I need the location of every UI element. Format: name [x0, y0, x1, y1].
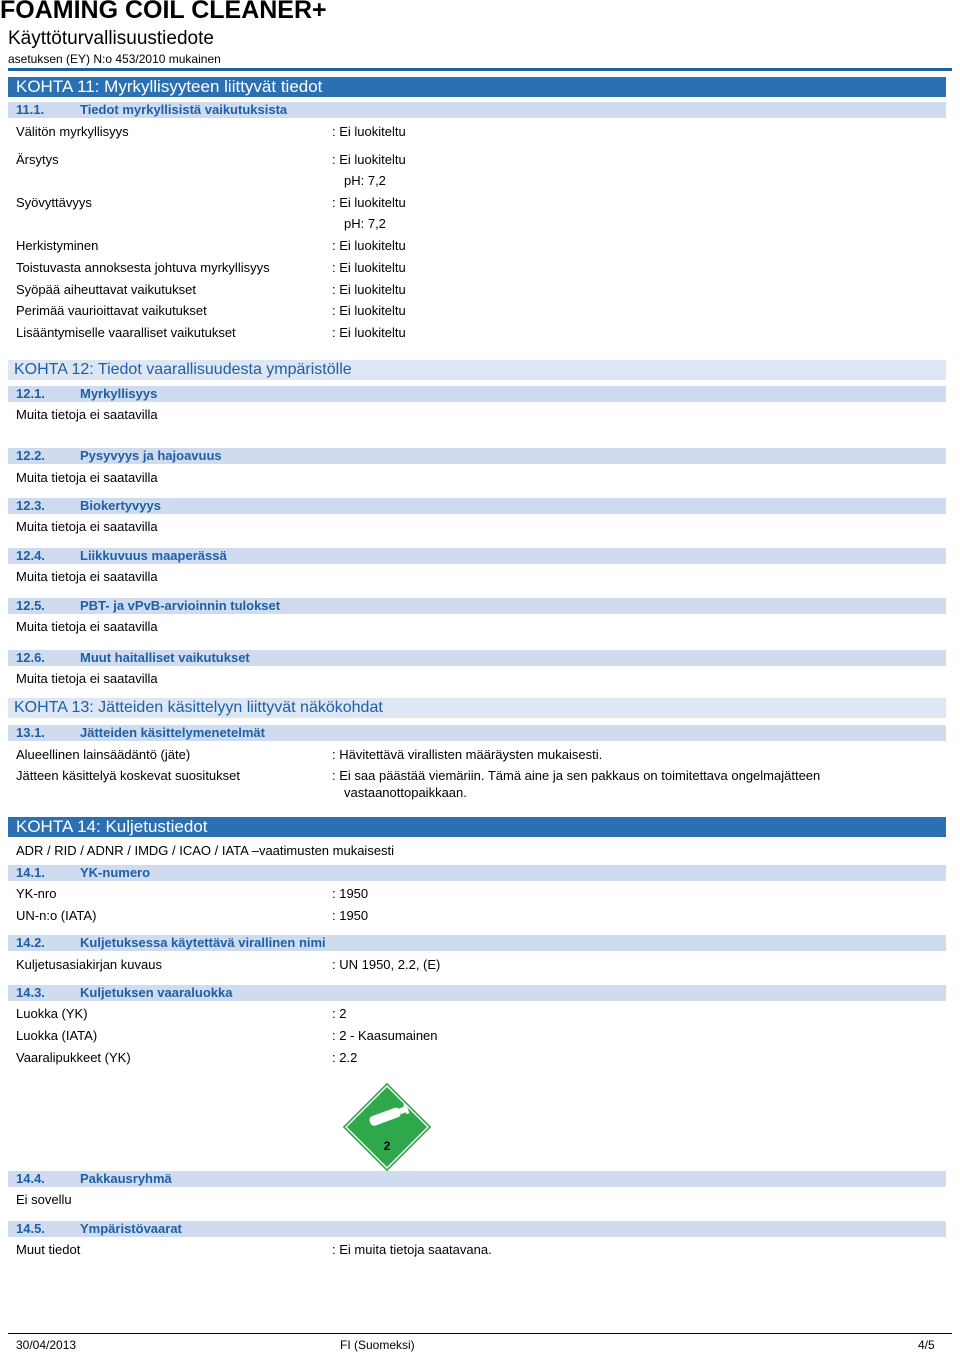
subsection-12-6: [8, 650, 946, 666]
row-label: UN-n:o (IATA): [16, 908, 97, 923]
subsection-label: Kuljetuksen vaaraluokka: [80, 985, 233, 1000]
subsection-11-1: [8, 102, 946, 118]
row-value: : 1950: [332, 908, 369, 923]
subsection-label: Ympäristövaarat: [80, 1221, 182, 1236]
subsection-number: 12.3.: [16, 498, 45, 513]
section-12-title: KOHTA 12: Tiedot vaarallisuudesta ympäristölle: [8, 360, 946, 380]
subsection-label: Biokertyvyys: [80, 498, 161, 513]
row-extra: pH: 7,2: [344, 173, 386, 188]
subsection-12-3: [8, 498, 946, 514]
subsection-label: Pysyvyys ja hajoavuus: [80, 448, 222, 463]
subsection-label: YK-numero: [80, 865, 151, 880]
row-label: Luokka (YK): [16, 1006, 88, 1021]
subsection-number: 12.1.: [16, 386, 45, 401]
subsection-label: Myrkyllisyys: [80, 386, 158, 401]
subsection-12-2: [8, 448, 946, 464]
row-label: Kuljetusasiakirjan kuvaus: [16, 957, 162, 972]
row-label: Jätteen käsittelyä koskevat suositukset: [16, 768, 241, 783]
row-label: Herkistyminen: [16, 238, 99, 253]
section-11-title: KOHTA 11: Myrkyllisyyteen liittyvät tiedot: [8, 77, 946, 97]
row-label: Perimää vaurioittavat vaikutukset: [16, 303, 207, 318]
row-value: : UN 1950, 2.2, (E): [332, 957, 441, 972]
row-value: : 2.2: [332, 1050, 358, 1065]
section-text: Muita tietoja ei saatavilla: [16, 519, 158, 534]
row-label: Alueellinen lainsäädäntö (jäte): [16, 747, 191, 762]
section-14-title: KOHTA 14: Kuljetustiedot: [8, 817, 946, 837]
row-label: Välitön myrkyllisyys: [16, 124, 129, 139]
row-label: Toistuvasta annoksesta johtuva myrkyllisyys: [16, 260, 270, 275]
subsection-12-1: [8, 386, 946, 402]
row-value: : 2: [332, 1006, 347, 1021]
document-type: Käyttöturvallisuustiedote: [8, 28, 214, 49]
row-value: : Ei luokiteltu: [332, 303, 406, 318]
subsection-label: Tiedot myrkyllisistä vaikutuksista: [80, 102, 288, 117]
footer-divider: [8, 1333, 952, 1334]
subsection-number: 14.4.: [16, 1171, 45, 1186]
subsection-13-1: [8, 725, 946, 741]
subsection-label: PBT- ja vPvB-arvioinnin tulokset: [80, 598, 281, 613]
row-value: : Ei saa päästää viemäriin. Tämä aine ja sen pakkaus on toimitettava ongelmajätteen: [332, 768, 821, 783]
row-value: : Ei luokiteltu: [332, 238, 406, 253]
subsection-label: Liikkuvuus maaperässä: [80, 548, 227, 563]
subsection-14-5: [8, 1221, 946, 1237]
row-label: Lisääntymiselle vaaralliset vaikutukset: [16, 325, 236, 340]
subsection-number: 14.5.: [16, 1221, 45, 1236]
subsection-number: 12.5.: [16, 598, 45, 613]
subsection-number: 13.1.: [16, 725, 45, 740]
subsection-number: 14.1.: [16, 865, 45, 880]
row-value: : Ei luokiteltu: [332, 325, 406, 340]
section-text: Ei sovellu: [16, 1192, 72, 1207]
row-value: : Ei luokiteltu: [332, 152, 406, 167]
subsection-12-4: [8, 548, 946, 564]
section-text: Muita tietoja ei saatavilla: [16, 470, 158, 485]
row-extra: pH: 7,2: [344, 216, 386, 231]
row-value: : Hävitettävä virallisten määräysten mukaisesti.: [332, 747, 603, 762]
row-value: : Ei luokiteltu: [332, 124, 406, 139]
section-text: Muita tietoja ei saatavilla: [16, 569, 158, 584]
regulation-note: asetuksen (EY) N:o 453/2010 mukainen: [8, 52, 221, 66]
subsection-number: 12.6.: [16, 650, 45, 665]
gas-cylinder-hazard-icon: [340, 1080, 434, 1174]
subsection-12-5: [8, 598, 946, 614]
subsection-number: 12.4.: [16, 548, 45, 563]
subsection-label: Pakkausryhmä: [80, 1171, 172, 1186]
section-13-title: KOHTA 13: Jätteiden käsittelyyn liittyvät näkökohdat: [8, 698, 946, 718]
footer-language: FI (Suomeksi): [340, 1338, 415, 1352]
row-label: Luokka (IATA): [16, 1028, 98, 1043]
row-value: : Ei luokiteltu: [332, 282, 406, 297]
footer-page: 4/5: [918, 1338, 935, 1352]
row-label: YK-nro: [16, 886, 57, 901]
subsection-label: Kuljetuksessa käytettävä virallinen nimi: [80, 935, 326, 950]
row-label: Syövyttävyys: [16, 195, 92, 210]
subsection-label: Jätteiden käsittelymenetelmät: [80, 725, 265, 740]
row-value: : Ei muita tietoja saatavana.: [332, 1242, 492, 1257]
subsection-14-4: [8, 1171, 946, 1187]
row-value: : 1950: [332, 886, 369, 901]
row-label: Syöpää aiheuttavat vaikutukset: [16, 282, 196, 297]
row-value: : Ei luokiteltu: [332, 195, 406, 210]
row-value: : 2 - Kaasumainen: [332, 1028, 438, 1043]
section-text: Muita tietoja ei saatavilla: [16, 407, 158, 422]
row-value-continued: vastaanottopaikkaan.: [344, 785, 467, 800]
row-label: Muut tiedot: [16, 1242, 81, 1257]
row-value: : Ei luokiteltu: [332, 260, 406, 275]
transport-intro: ADR / RID / ADNR / IMDG / ICAO / IATA –vaatimusten mukaisesti: [16, 843, 395, 858]
subsection-label: Muut haitalliset vaikutukset: [80, 650, 250, 665]
row-label: Ärsytys: [16, 152, 59, 167]
section-text: Muita tietoja ei saatavilla: [16, 671, 158, 686]
header-divider: [8, 68, 952, 71]
product-title: FOAMING COIL CLEANER+: [0, 0, 327, 24]
subsection-number: 14.3.: [16, 985, 45, 1000]
subsection-number: 12.2.: [16, 448, 45, 463]
subsection-14-1: [8, 865, 946, 881]
pictogram-number: 2: [383, 1139, 391, 1153]
subsection-number: 14.2.: [16, 935, 45, 950]
section-text: Muita tietoja ei saatavilla: [16, 619, 158, 634]
row-label: Vaaralipukkeet (YK): [16, 1050, 131, 1065]
subsection-14-3: [8, 985, 946, 1001]
subsection-14-2: [8, 935, 946, 951]
subsection-number: 11.1.: [16, 102, 45, 117]
footer-date: 30/04/2013: [16, 1338, 77, 1352]
